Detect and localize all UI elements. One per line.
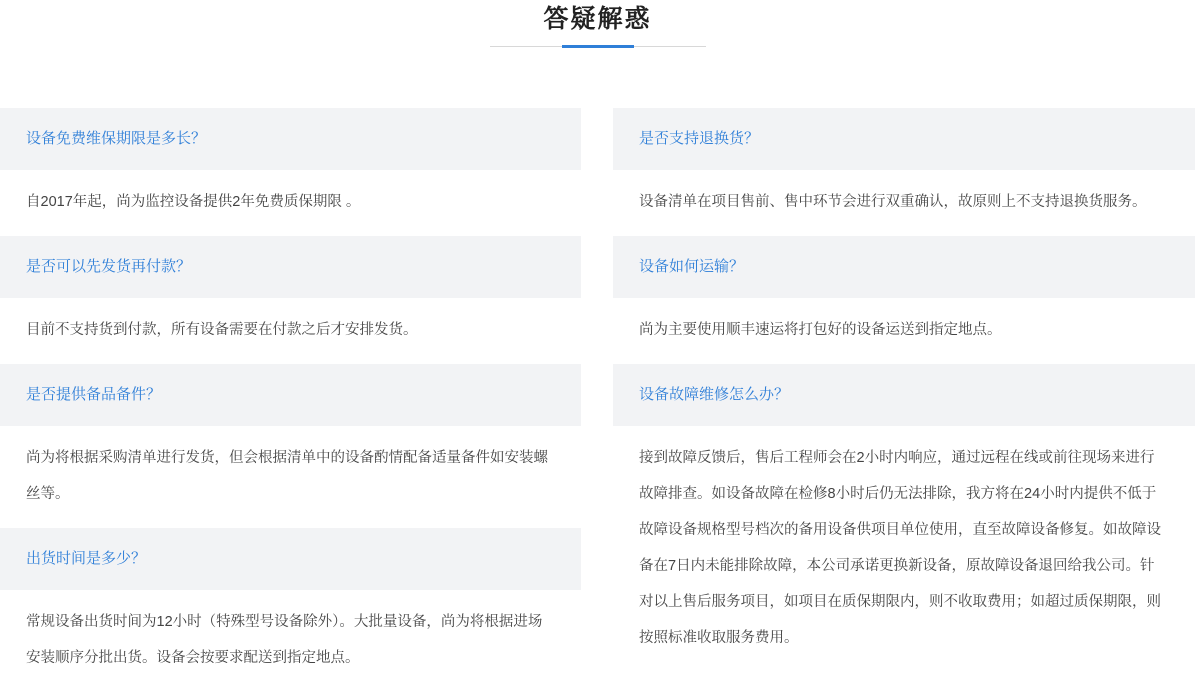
faq-answer: 接到故障反馈后，售后工程师会在2小时内响应，通过远程在线或前往现场来进行故障排查。如设备故障在检修8小时后仍无法排除，我方将在24小时内提供不低于故障设备规格型号档次的备用设备供项目单位使用，直至故障设备修复。如故障设备在7日内未能排除故障，本公司承诺更换新设备，原故障设备退回给我公司。针对以上售后服务项目，如项目在质保期限内，则不收取费用；如超过质保期限，则按照标准收取服务费用。 (639, 450, 1161, 646)
faq-question[interactable]: 设备如何运输？ (613, 236, 1195, 298)
faq-answer: 常规设备出货时间为12小时（特殊型号设备除外）。大批量设备，尚为将根据进场安装顺序分批出货。设备会按要求配送到指定地点。 (26, 614, 543, 666)
page-heading (0, 0, 1195, 47)
faq-item[interactable] (0, 236, 581, 364)
page-title: 答疑解惑 (543, 5, 652, 33)
faq-question[interactable]: 出货时间是多少？ (0, 528, 581, 590)
faq-column-right (613, 108, 1195, 692)
faq-column-left (0, 108, 581, 692)
faq-answer: 自2017年起，尚为监控设备提供2年免费质保期限 。 (26, 194, 361, 210)
faq-item[interactable] (613, 108, 1195, 236)
faq-question[interactable]: 是否可以先发货再付款？ (0, 236, 581, 298)
faq-item[interactable] (0, 108, 581, 236)
faq-item[interactable] (0, 364, 581, 528)
faq-question[interactable]: 是否提供备品备件？ (0, 364, 581, 426)
heading-divider (490, 46, 706, 47)
faq-item[interactable] (613, 236, 1195, 364)
faq-answer: 尚为主要使用顺丰速运将打包好的设备运送到指定地点。 (639, 322, 1002, 338)
faq-question[interactable]: 是否支持退换货？ (613, 108, 1195, 170)
faq-columns (0, 108, 1195, 692)
heading-accent-bar (562, 45, 634, 48)
faq-item[interactable] (613, 364, 1195, 672)
faq-question[interactable]: 设备免费维保期限是多长？ (0, 108, 581, 170)
faq-answer: 尚为将根据采购清单进行发货，但会根据清单中的设备酌情配备适量备件如安装螺丝等。 (26, 450, 548, 502)
faq-answer: 目前不支持货到付款，所有设备需要在付款之后才安排发货。 (26, 322, 418, 338)
faq-item[interactable] (0, 528, 581, 692)
faq-answer: 设备清单在项目售前、售中环节会进行双重确认，故原则上不支持退换货服务。 (639, 194, 1147, 210)
faq-question[interactable]: 设备故障维修怎么办？ (613, 364, 1195, 426)
